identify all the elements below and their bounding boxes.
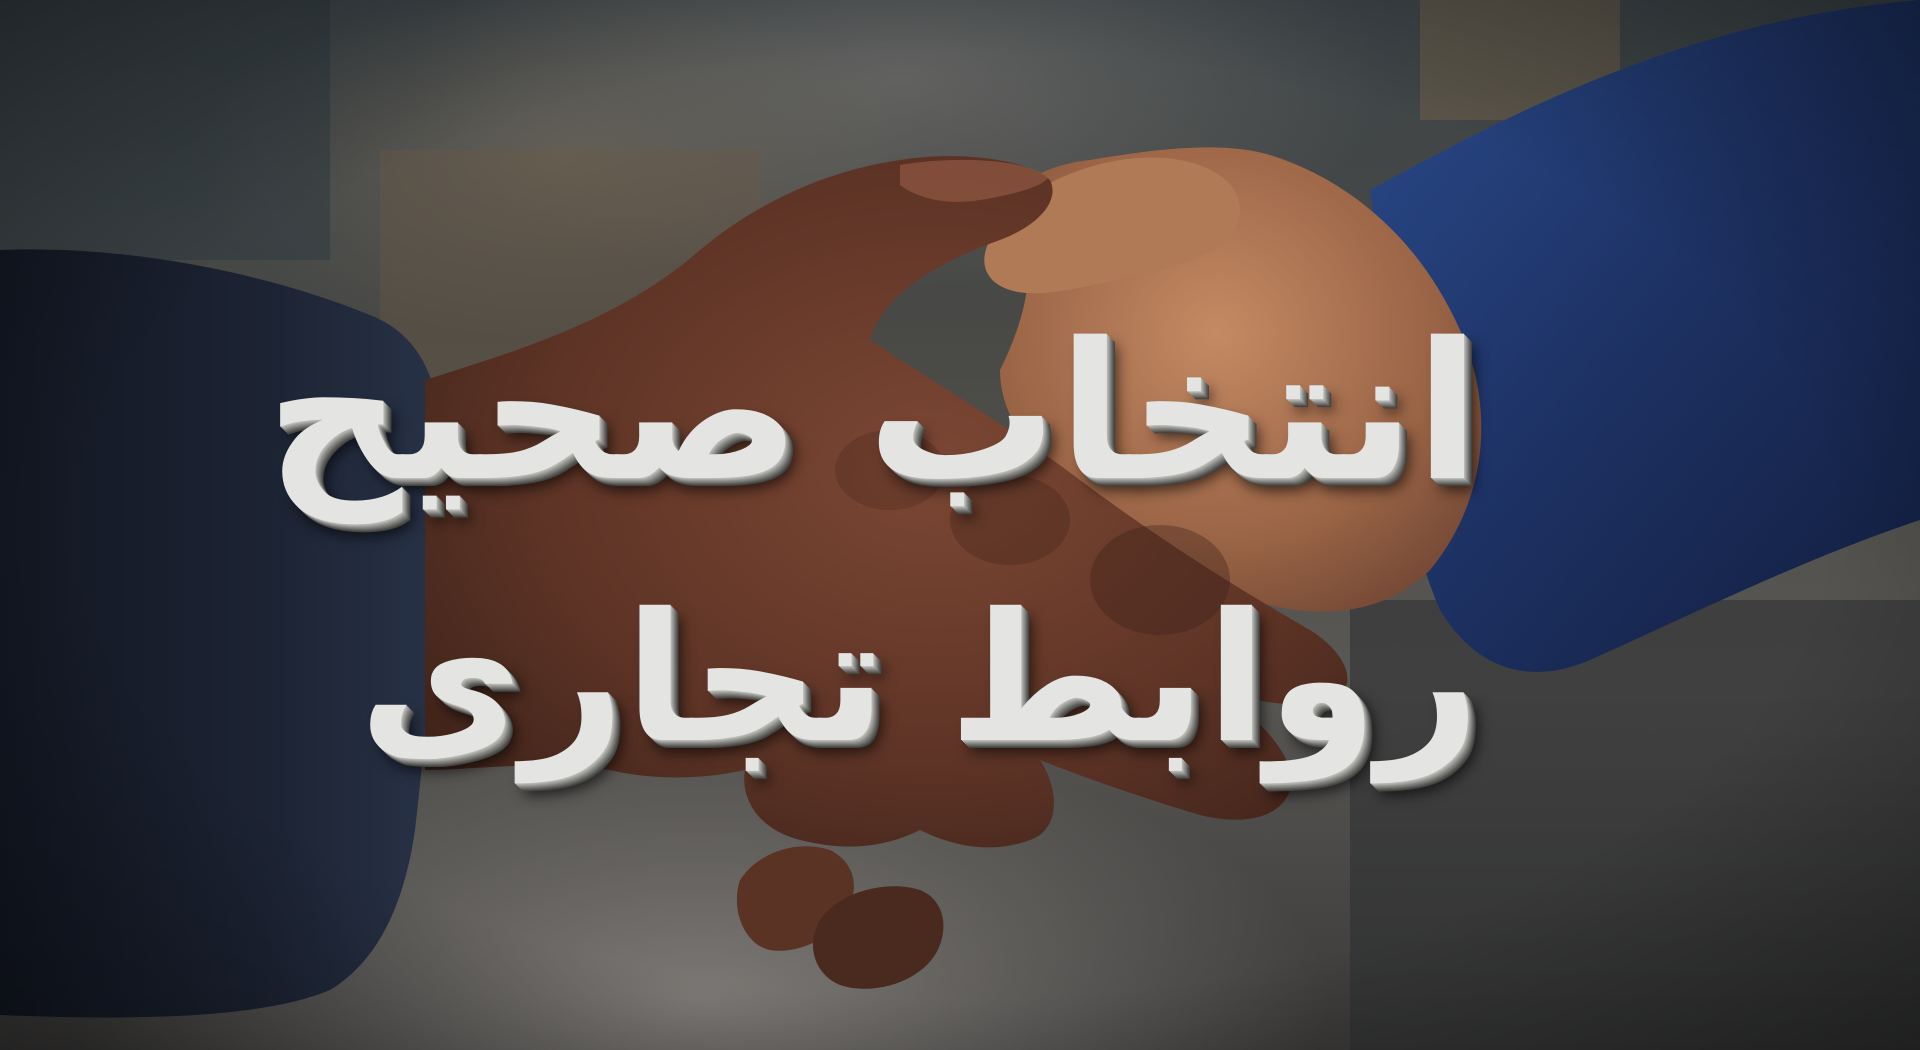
headline-line-2: روابط تجاری <box>358 575 1480 782</box>
headline-line-1: انتخاب صحیح <box>265 302 1480 523</box>
